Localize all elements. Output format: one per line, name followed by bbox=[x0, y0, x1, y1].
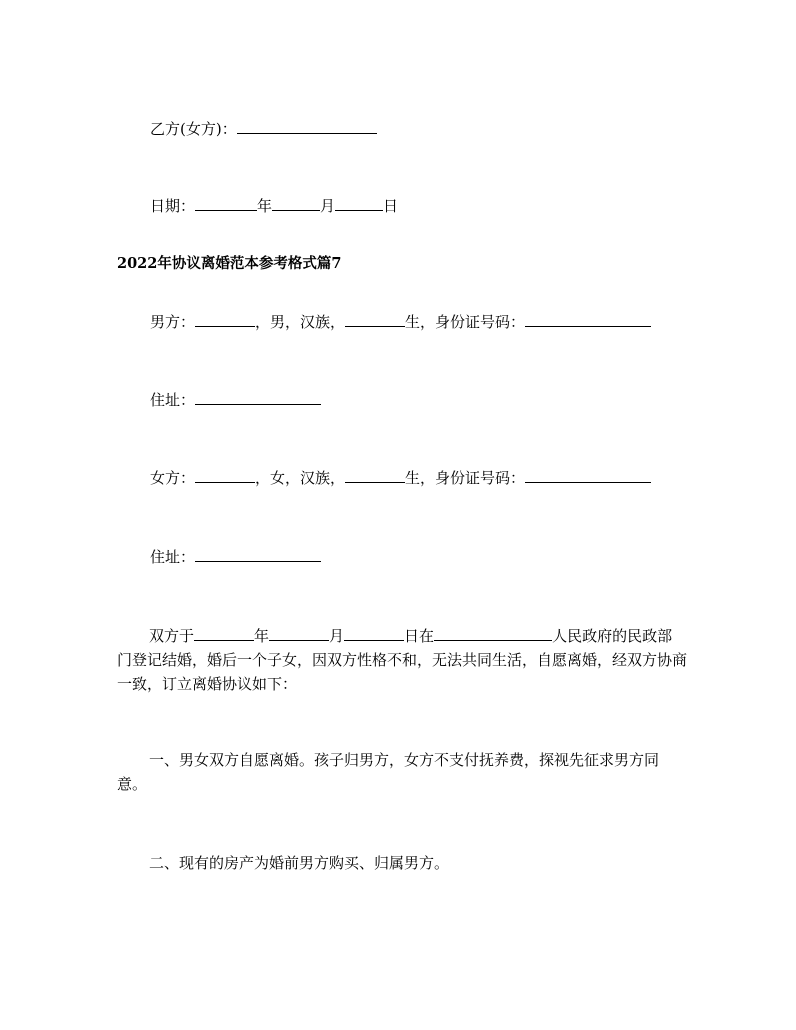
date-label: 日期： bbox=[150, 197, 196, 215]
intro-p4: 日在 bbox=[404, 627, 435, 645]
man-address-blank bbox=[195, 390, 321, 405]
man-label: 男方： bbox=[150, 313, 196, 331]
marriage-day-blank bbox=[344, 626, 404, 641]
day-blank bbox=[335, 196, 383, 211]
man-born-text: 生，身份证号码： bbox=[405, 313, 526, 331]
man-sex-text: ，男，汉族， bbox=[255, 313, 346, 331]
party-b-line bbox=[150, 118, 377, 140]
woman-label: 女方： bbox=[150, 469, 196, 487]
woman-info-line bbox=[150, 467, 651, 489]
intro-p1: 双方于 bbox=[149, 627, 195, 645]
intro-p3: 月 bbox=[329, 627, 345, 645]
clause-2: 二、现有的房产为婚前男方购买、归属男方。 bbox=[149, 854, 450, 872]
year-blank bbox=[195, 196, 257, 211]
section-title: 2022年协议离婚范本参考格式篇7 bbox=[117, 255, 342, 272]
intro-p2: 年 bbox=[254, 627, 270, 645]
woman-born-text: 生，身份证号码： bbox=[405, 469, 526, 487]
man-name-blank bbox=[195, 312, 255, 327]
party-b-label: 乙方(女方)： bbox=[150, 120, 237, 138]
woman-address-label: 住址： bbox=[150, 548, 196, 566]
woman-sex-text: ，女，汉族， bbox=[255, 469, 346, 487]
marriage-month-blank bbox=[269, 626, 329, 641]
man-address-label: 住址： bbox=[150, 391, 196, 409]
man-birth-blank bbox=[345, 312, 405, 327]
woman-address-line bbox=[150, 546, 321, 568]
year-label: 年 bbox=[257, 197, 273, 215]
man-address-line bbox=[150, 389, 321, 411]
government-blank bbox=[434, 626, 552, 641]
clause-1: 一、男女双方自愿离婚。孩子归男方，女方不支付抚养费，探视先征求男方同意。 bbox=[117, 751, 660, 793]
woman-name-blank bbox=[195, 468, 255, 483]
day-label: 日 bbox=[383, 197, 399, 215]
intro-paragraph bbox=[117, 624, 687, 696]
party-b-signature-blank bbox=[237, 119, 377, 134]
woman-birth-blank bbox=[345, 468, 405, 483]
intro-p5: 人民政府的民政部门登记结婚，婚后一个子女，因双方性格不和，无法共同生活，自愿离婚，经双方协商一致，订立离婚协议如下： bbox=[117, 627, 688, 693]
month-label: 月 bbox=[320, 197, 336, 215]
month-blank bbox=[272, 196, 320, 211]
man-id-blank bbox=[525, 312, 651, 327]
date-line bbox=[150, 195, 398, 217]
woman-id-blank bbox=[525, 468, 651, 483]
man-info-line bbox=[150, 311, 651, 333]
woman-address-blank bbox=[195, 547, 321, 562]
marriage-year-blank bbox=[194, 626, 254, 641]
